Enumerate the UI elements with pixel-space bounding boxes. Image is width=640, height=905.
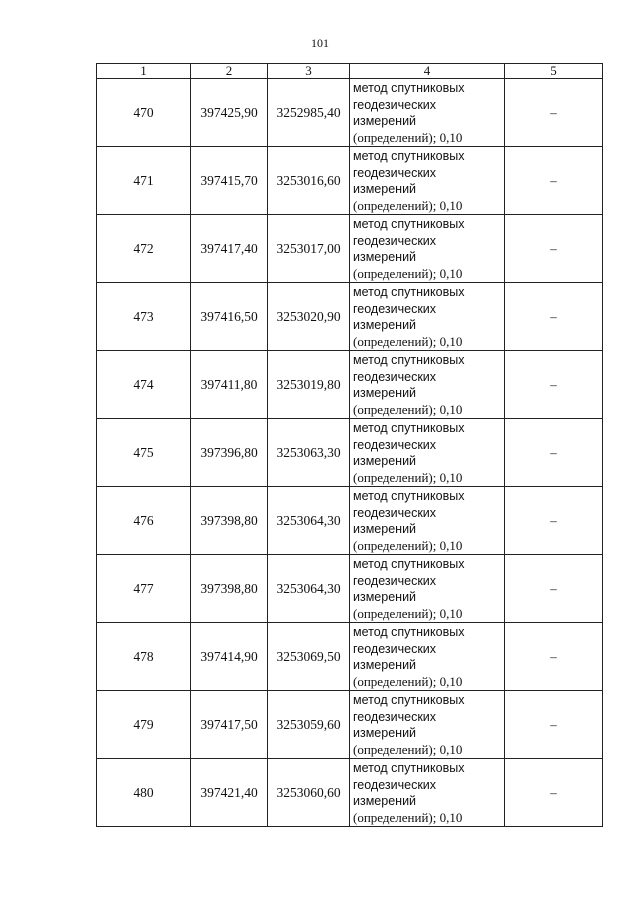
note-cell: – [505,759,603,827]
method-line: метод спутниковых [353,761,465,775]
note-cell: – [505,487,603,555]
header-col-3: 3 [268,64,350,79]
y-coordinate-cell: 3253059,60 [268,691,350,759]
method-line: (определений); 0,10 [353,741,463,757]
method-line: (определений); 0,10 [353,673,463,689]
method-line: метод спутниковых [353,353,465,367]
note-cell: – [505,79,603,147]
method-cell [350,759,505,827]
method-line: метод спутниковых [353,285,465,299]
table-row [97,419,603,487]
method-cell [350,147,505,215]
header-col-4: 4 [350,64,505,79]
y-coordinate-cell: 3253016,60 [268,147,350,215]
method-line: геодезических [353,97,437,112]
method-line: измерений [353,794,417,808]
y-coordinate-cell: 3253020,90 [268,283,350,351]
method-line: (определений); 0,10 [353,129,463,145]
note-cell: – [505,419,603,487]
method-line: метод спутниковых [353,81,465,95]
x-coordinate-cell: 397417,50 [191,691,268,759]
method-line: (определений); 0,10 [353,197,463,213]
y-coordinate-cell: 3253019,80 [268,351,350,419]
y-coordinate-cell: 3253063,30 [268,419,350,487]
note-cell: – [505,623,603,691]
method-line: геодезических [353,641,437,656]
table-header [97,64,603,79]
x-coordinate-cell: 397398,80 [191,555,268,623]
method-line: (определений); 0,10 [353,809,463,825]
point-number-cell: 479 [97,691,191,759]
method-line: измерений [353,522,417,536]
method-line: измерений [353,114,417,128]
method-line: измерений [353,182,417,196]
x-coordinate-cell: 397398,80 [191,487,268,555]
method-line: метод спутниковых [353,421,465,435]
x-coordinate-cell: 397421,40 [191,759,268,827]
method-line: (определений); 0,10 [353,265,463,281]
table-row [97,691,603,759]
x-coordinate-cell: 397411,80 [191,351,268,419]
method-line: геодезических [353,233,437,248]
method-line: геодезических [353,369,437,384]
method-line: измерений [353,590,417,604]
method-cell [350,283,505,351]
method-line: измерений [353,658,417,672]
table-body [97,79,603,827]
method-line: (определений); 0,10 [353,333,463,349]
point-number-cell: 473 [97,283,191,351]
point-number-cell: 472 [97,215,191,283]
method-line: геодезических [353,573,437,588]
table-row [97,147,603,215]
method-cell [350,419,505,487]
point-number-cell: 477 [97,555,191,623]
method-line: метод спутниковых [353,217,465,231]
method-line: измерений [353,250,417,264]
y-coordinate-cell: 3253064,30 [268,487,350,555]
method-line: геодезических [353,301,437,316]
header-col-2: 2 [191,64,268,79]
point-number-cell: 474 [97,351,191,419]
method-line: геодезических [353,165,437,180]
point-number-cell: 475 [97,419,191,487]
x-coordinate-cell: 397415,70 [191,147,268,215]
table-row [97,215,603,283]
table-row [97,759,603,827]
method-line: измерений [353,454,417,468]
method-cell [350,351,505,419]
method-line: метод спутниковых [353,557,465,571]
method-cell [350,487,505,555]
method-cell [350,555,505,623]
note-cell: – [505,691,603,759]
method-line: геодезических [353,777,437,792]
x-coordinate-cell: 397416,50 [191,283,268,351]
method-line: геодезических [353,505,437,520]
point-number-cell: 478 [97,623,191,691]
point-number-cell: 476 [97,487,191,555]
method-cell [350,215,505,283]
page-number: 101 [311,36,329,50]
method-line: геодезических [353,709,437,724]
note-cell: – [505,555,603,623]
point-number-cell: 470 [97,79,191,147]
method-line: (определений); 0,10 [353,605,463,621]
method-line: (определений); 0,10 [353,537,463,553]
table-row [97,555,603,623]
table-row [97,351,603,419]
header-row [97,64,603,79]
method-line: геодезических [353,437,437,452]
method-line: (определений); 0,10 [353,401,463,417]
method-line: метод спутниковых [353,693,465,707]
method-cell [350,691,505,759]
y-coordinate-cell: 3252985,40 [268,79,350,147]
table-row [97,79,603,147]
method-line: (определений); 0,10 [353,469,463,485]
note-cell: – [505,147,603,215]
note-cell: – [505,215,603,283]
table-row [97,487,603,555]
table-row [97,623,603,691]
method-line: измерений [353,386,417,400]
method-line: метод спутниковых [353,149,465,163]
x-coordinate-cell: 397425,90 [191,79,268,147]
point-number-cell: 480 [97,759,191,827]
coordinates-table [96,63,603,827]
table-row [97,283,603,351]
x-coordinate-cell: 397414,90 [191,623,268,691]
x-coordinate-cell: 397417,40 [191,215,268,283]
method-cell [350,79,505,147]
method-line: метод спутниковых [353,625,465,639]
x-coordinate-cell: 397396,80 [191,419,268,487]
method-line: измерений [353,318,417,332]
y-coordinate-cell: 3253064,30 [268,555,350,623]
note-cell: – [505,283,603,351]
method-line: метод спутниковых [353,489,465,503]
method-cell [350,623,505,691]
method-line: измерений [353,726,417,740]
y-coordinate-cell: 3253069,50 [268,623,350,691]
y-coordinate-cell: 3253060,60 [268,759,350,827]
point-number-cell: 471 [97,147,191,215]
note-cell: – [505,351,603,419]
y-coordinate-cell: 3253017,00 [268,215,350,283]
header-col-1: 1 [97,64,191,79]
header-col-5: 5 [505,64,603,79]
